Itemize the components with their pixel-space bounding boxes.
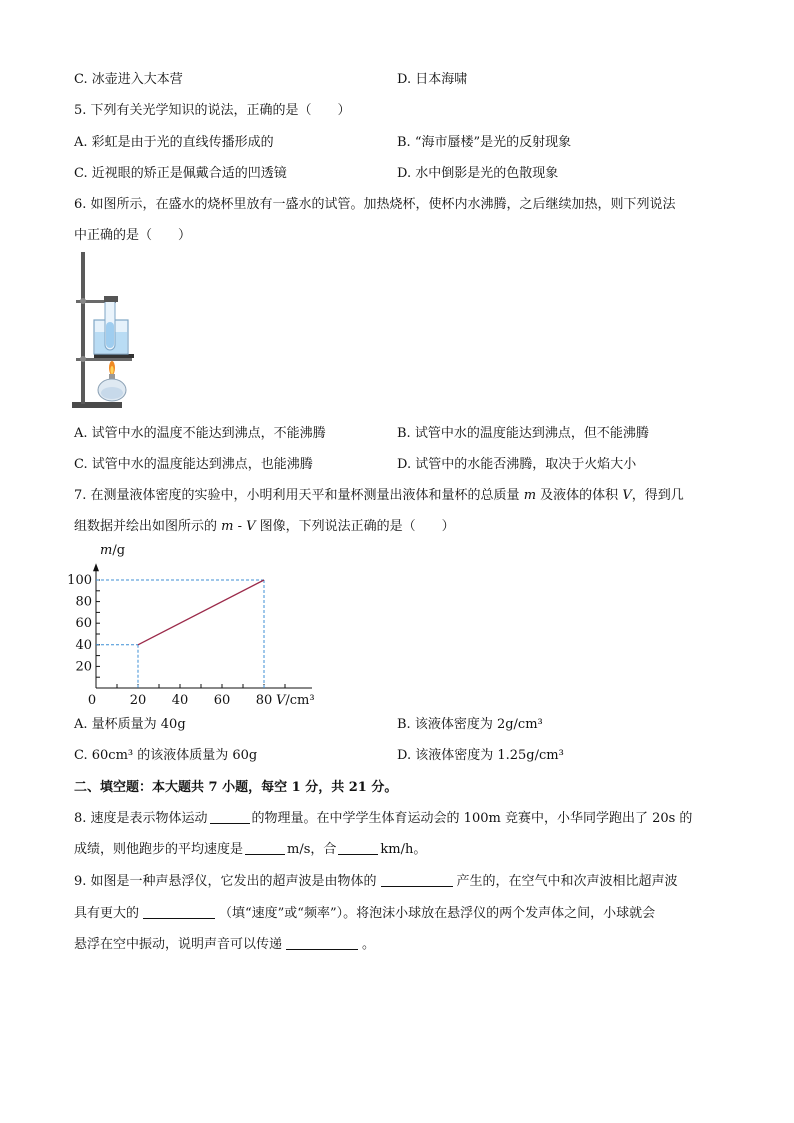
x-tick-label: 20 [129, 693, 147, 708]
q9-text-a: 9. 如图是一种声悬浮仪，它发出的超声波是由物体的 [74, 874, 377, 889]
x-tick-label: 40 [171, 693, 189, 708]
q9-text-c: 具有更大的 [74, 906, 140, 921]
q6-option-a: A. 试管中水的温度不能达到沸点，不能沸腾 [74, 426, 326, 441]
boiling-apparatus-illustration [70, 250, 150, 412]
chart-series [138, 580, 264, 645]
q7-stem-part2: 及液体的体积 [540, 488, 619, 503]
q7-option-a: A. 量杯质量为 40g [74, 717, 186, 732]
q8-text-c: 成绩，则他跑步的平均速度是 [74, 842, 244, 857]
x-tick-label: 60 [213, 693, 231, 708]
q5-option-d: D. 水中倒影是光的色散现象 [397, 166, 559, 181]
q7-option-b: B. 该液体密度为 2g/cm³ [397, 717, 543, 732]
q6-stem-line2: 中正确的是（ ） [74, 228, 192, 243]
q9-line2 [74, 902, 655, 921]
chart-axes [93, 563, 312, 688]
q7-stem-line1 [74, 484, 684, 503]
q9-blank-2[interactable] [143, 905, 215, 919]
q6-option-b: B. 试管中水的温度能达到沸点，但不能沸腾 [397, 426, 649, 441]
y-tick-label: 20 [75, 659, 92, 675]
q7-stem-line2 [74, 515, 455, 534]
mass-volume-chart [64, 538, 374, 708]
chart-labels [67, 543, 314, 708]
q9-line3 [74, 933, 375, 952]
q5-option-c: C. 近视眼的矫正是佩戴合适的凹透镜 [74, 166, 287, 181]
q7-var-v: V [622, 488, 632, 503]
q9-blank-3[interactable] [286, 936, 358, 950]
x-tick-label: 0 [87, 693, 97, 708]
y-tick-label: 100 [67, 573, 92, 588]
q8-blank-2[interactable] [245, 841, 285, 855]
q7-var-m: m [523, 488, 537, 503]
q4-option-c: C. 冰壶进入大本营 [74, 72, 183, 87]
q6-option-d: D. 试管中的水能否沸腾，取决于火焰大小 [397, 457, 637, 472]
x-tick-label: 80 [255, 693, 273, 708]
q8-blank-3[interactable] [338, 841, 378, 855]
q8-text-b: 的物理量。在中学学生体育运动会的 100m 竞赛中，小华同学跑出了 20s 的 [251, 811, 693, 826]
q5-option-a: A. 彩虹是由于光的直线传播形成的 [74, 135, 274, 150]
q9-text-f: 。 [362, 937, 376, 952]
mass-volume-line [138, 580, 264, 645]
q7-stem-part3: ，得到几 [631, 488, 684, 503]
q9-text-d: （填“速度”或“频率”）。将泡沫小球放在悬浮仪的两个发声体之间，小球就会 [219, 906, 656, 921]
y-axis-label: m/g [100, 543, 126, 558]
chart-guides [96, 580, 264, 688]
q6-option-c: C. 试管中水的温度能达到沸点，也能沸腾 [74, 457, 313, 472]
q4-option-d: D. 日本海啸 [397, 72, 468, 87]
y-axis-arrow [93, 563, 99, 571]
q7-graph-label: m - V [221, 519, 256, 534]
q9-blank-1[interactable] [381, 873, 453, 887]
x-axis-label: V/cm³ [276, 693, 315, 708]
q7-option-c: C. 60cm³ 的该液体质量为 60g [74, 748, 258, 763]
q7-option-d: D. 该液体密度为 1.25g/cm³ [397, 748, 564, 763]
q8-blank-1[interactable] [210, 810, 250, 824]
q7-stem-part4: 组数据并绘出如图所示的 [74, 519, 218, 534]
q5-option-b: B. “海市蜃楼”是光的反射现象 [397, 135, 572, 150]
q9-line1 [74, 870, 678, 889]
y-tick-label: 80 [75, 594, 92, 610]
section-heading: 二、填空题：本大题共 7 小题，每空 1 分，共 21 分。 [74, 780, 398, 795]
q8-line1 [74, 807, 692, 826]
q7-stem-part5: 图像，下列说法正确的是（ ） [259, 519, 455, 534]
q9-text-e: 悬浮在空中振动，说明声音可以传递 [74, 937, 283, 952]
q8-text-e: km/h。 [380, 842, 427, 857]
y-tick-label: 40 [75, 637, 92, 653]
q9-text-b: 产生的，在空气中和次声波相比超声波 [456, 874, 678, 889]
y-tick-label: 60 [75, 616, 92, 632]
q5-stem: 5. 下列有关光学知识的说法，正确的是（ ） [74, 103, 351, 118]
q8-text-a: 8. 速度是表示物体运动 [74, 811, 208, 826]
q8-line2 [74, 838, 426, 857]
q7-stem-part1: 7. 在测量液体密度的实验中，小明利用天平和量杯测量出液体和量杯的总质量 [74, 488, 520, 503]
q8-text-d: m/s，合 [287, 842, 337, 857]
q6-stem-line1: 6. 如图所示，在盛水的烧杯里放有一盛水的试管。加热烧杯，使杯内水沸腾，之后继续加热，则下列说法 [74, 197, 676, 212]
